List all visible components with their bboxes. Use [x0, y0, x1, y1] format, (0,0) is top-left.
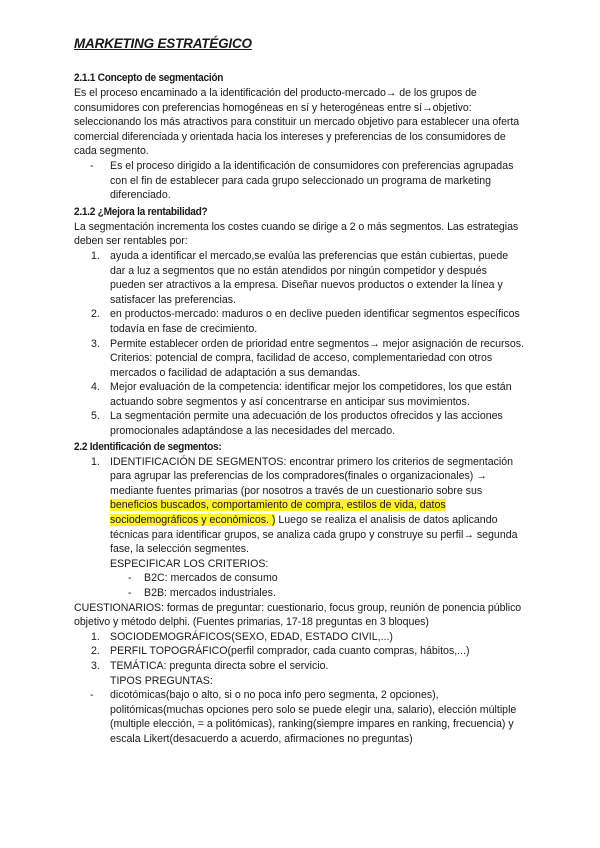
- section-2-2-heading: 2.2 Identificación de segmentos:: [74, 440, 222, 453]
- section-2-1-2-paragraph: La segmentación incrementa los costes cuando se dirige a 2 o más segmentos. Las estrategias deben ser rentables por:: [74, 220, 519, 248]
- section-2-1-1-heading: 2.1.1 Concepto de segmentación: [74, 72, 224, 84]
- section-2-1-2-heading: 2.1.2 ¿Mejora la rentabilidad?: [74, 205, 208, 218]
- identificacion-item: 1. IDENTIFICACIÓN DE SEGMENTOS: encontrar primero los criterios de segmentación para agrupar las preferencias de los compradores(finales o organizacionales) → mediante fuentes primarias (por nosotros a través de un cuestionario sobre sus beneficios buscados, comportamiento de compra, estilos de vida, datos sociodemográficos y económicos. ) Luego se realiza el analisis de datos aplicando técnicas para identificar grupos, se analiza cada grupo y construye su perfil→ segunda fase, la selección segmentes.: [91, 455, 518, 556]
- list-item: 4. Mejor evaluación de la competencia: identificar mejor los competidores, los que están actuando sobre segmentos y así concentrarse en anticipar sus movimientos.: [91, 381, 512, 408]
- tipos-bullet: - dicotómicas(bajo o alto, si o no poca info pero segmenta, 2 opciones), politómicas(muchas opciones pero solo se puede elegir una, salario), elección múltiple (multiple elección, = a politómicas), ranking(siempre impares en ranking, frecuencia) y escala Likert(desacuerdo a acuerdo, afirmaciones no preguntas): [90, 689, 517, 745]
- section-2-1-1-bullet: [74, 159, 524, 203]
- criterio-item: - B2B: mercados industriales.: [128, 587, 276, 599]
- document-title: MARKETING ESTRATÉGICO: [74, 36, 252, 51]
- section-2-1-1-paragraph: Es el proceso encaminado a la identificación del producto-mercado→ de los grupos de consumidores con preferencias homogéneas en sí y heterogéneas entre sí→objetivo: seleccionando los más atractivos para constituir un mercado objetivo para establecer una oferta comercial diferenciada y orientada hacia los intereses y preferencias de los consumidores de cada segmento.: [74, 87, 520, 158]
- tipos-label: TIPOS PREGUNTAS:: [110, 674, 213, 687]
- rentabilidad-list: [74, 249, 524, 439]
- list-item: 1. ayuda a identificar el mercado,se evalúa las preferencias que están cubiertas, puede dar a luz a segmentos que no están atendidos por ningún competidor y después pueden ser atractivos a la empresa. Diseñar nuevos productos o extender la línea y satisfacer las preferencias.: [91, 249, 509, 306]
- cuestionarios-paragraph: CUESTIONARIOS: formas de preguntar: cuestionario, focus group, reunión de ponencia público objetivo y método delphi. (Fuentes primarias, 17-18 preguntas en 3 bloques): [74, 601, 522, 629]
- criterio-item: - B2C: mercados de consumo: [128, 572, 278, 585]
- highlighted-text: beneficios buscados, comportamiento de compra, estilos de vida, datos sociodemográficos y económicos. ): [110, 499, 446, 527]
- list-item: 2. en productos-mercado: maduros o en declive pueden identificar segmentos específicos todavía en fase de crecimiento.: [91, 308, 520, 335]
- document-page: [74, 36, 524, 747]
- list-item: 5. La segmentación permite una adecuación de los productos ofrecidos y las acciones promocionales adaptándose a las necesidades del mercado.: [91, 410, 503, 438]
- bloque-item: 3. TEMÁTICA: pregunta directa sobre el servicio.: [91, 659, 329, 672]
- bloque-item: 1. SOCIODEMOGRÁFICOS(SEXO, EDAD, ESTADO CIVIL,...): [91, 630, 393, 643]
- list-item: 3. Permite establecer orden de prioridad entre segmentos→ mejor asignación de recursos. Criterios: potencial de compra, facilidad de acceso, complementariedad con otros mercados o facilidad de adaptación a sus demandas.: [91, 337, 524, 379]
- bloque-item: 2. PERFIL TOPOGRÁFICO(perfil comprador, cada cuanto compras, hábitos,...): [91, 645, 470, 658]
- dash-marker: -: [90, 159, 94, 172]
- bullet-text: Es el proceso dirigido a la identificación de consumidores con preferencias agrupadas con el fin de establecer para cada grupo seleccionado un programa de marketing diferenciado.: [110, 159, 514, 202]
- criterios-label: ESPECIFICAR LOS CRITERIOS:: [110, 557, 269, 570]
